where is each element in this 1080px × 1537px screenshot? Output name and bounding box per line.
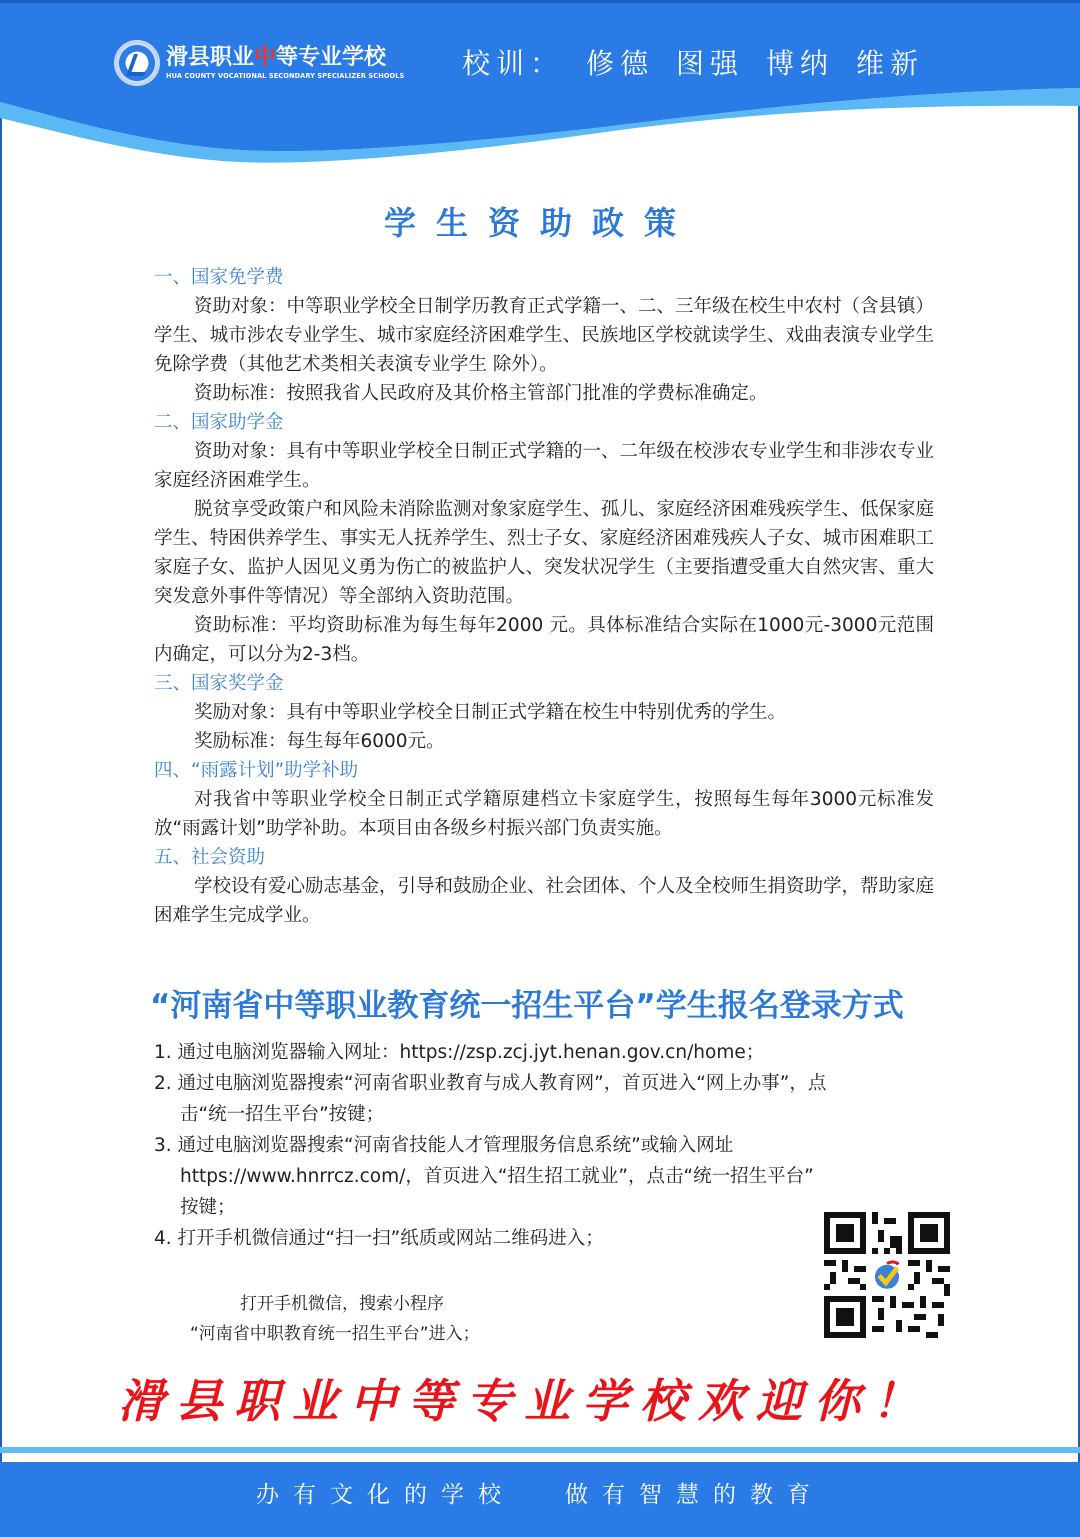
school-name-en: HUA COUNTY VOCATIONAL SECONDARY SPECIALIZER SCHOOLS (166, 72, 405, 80)
paragraph: 奖励标准：每生每年6000元。 (194, 731, 445, 752)
school-logo (114, 40, 404, 86)
section-heading: 一、国家免学费 (154, 267, 284, 288)
motto-word: 维新 (856, 47, 925, 80)
section-national-grant (154, 408, 934, 669)
paragraph: 脱贫享受政策户和风险未消除监测对象家庭学生、孤儿、家庭经济困难残疾学生、低保家庭学生、特困供养学生、事实无人抚养学生、烈士子女、家庭经济困难残疾人子女、城市困难职工家庭子女、监护人因见义勇为伤亡的被监护人、突发状况学生（主要指遭受重大自然灾害、重大突发意外事件等情况）等全部纳入资助范围。 (154, 499, 935, 607)
paragraph: 学校设有爱心励志基金，引导和鼓励企业、社会团体、个人及全校师生捐资助学，帮助家庭困难学生完成学业。 (154, 876, 935, 926)
registration-title: “河南省中等职业教育统一招生平台”学生报名登录方式 (150, 988, 904, 1024)
section-heading: 四、“雨露计划”助学补助 (154, 760, 359, 781)
footer-slogan (0, 1476, 1080, 1509)
paragraph: 资助标准：按照我省人民政府及其价格主管部门批准的学费标准确定。 (194, 383, 768, 404)
step-1: 1. 通过电脑浏览器输入网址：https://zsp.zcj.jyt.henan.gov.cn/home； (154, 1042, 765, 1063)
footer-slogan-right: 做有智慧的教育 (565, 1482, 824, 1508)
footer-slogan-left: 办有文化的学校 (256, 1482, 515, 1508)
paragraph: 资助对象：具有中等职业学校全日制正式学籍的一、二年级在校涉农专业学生和非涉农专业家庭经济困难学生。 (154, 441, 935, 491)
section-yulu-plan (154, 756, 934, 843)
mini-program-instructions: 打开手机微信，搜索小程序 “河南省中职教育统一招生平台”进入； (190, 1294, 480, 1344)
header-banner (0, 0, 1080, 170)
section-heading: 三、国家奖学金 (154, 673, 284, 694)
paragraph: 奖励对象：具有中等职业学校全日制正式学籍在校生中特别优秀的学生。 (194, 702, 787, 723)
paragraph: 资助对象：中等职业学校全日制学历教育正式学籍一、二、三年级在校生中农村（含县镇）学生、城市涉农专业学生、城市家庭经济困难学生、民族地区学校就读学生、戏曲表演专业学生免除学费（其他艺术类相关表演专业学生 除外）。 (154, 296, 935, 375)
paragraph: 资助标准：平均资助标准为每生每年2000 元。具体标准结合实际在1000元-3000元范围内确定，可以分为2-3档。 (154, 615, 934, 665)
step-4: 4. 打开手机微信通过“扫一扫”纸质或网站二维码进入； (154, 1228, 604, 1249)
qr-code-icon[interactable] (824, 1212, 950, 1338)
motto-label: 校训： (462, 47, 565, 80)
step-2: 2. 通过电脑浏览器搜索“河南省职业教育与成人教育网”，首页进入“网上办事”，点 击“统一招生平台”按键； (154, 1073, 827, 1125)
policy-content (154, 263, 934, 930)
footer-accent-stripe (0, 1447, 1080, 1453)
motto-word: 修德 (586, 47, 655, 80)
section-free-tuition (154, 263, 934, 408)
step-3: 3. 通过电脑浏览器搜索“河南省技能人才管理服务信息系统”或输入网址 https://www.hnrrcz.com/，首页进入“招生招工就业”，点击“统一招生平台” 按键； (154, 1135, 814, 1218)
section-heading: 五、社会资助 (154, 847, 266, 868)
motto-word: 图强 (676, 47, 745, 80)
section-social-aid (154, 843, 934, 930)
section-national-scholarship (154, 669, 934, 756)
section-heading: 二、国家助学金 (154, 412, 284, 433)
school-name-cn: 滑县职业中等专业学校 (166, 45, 387, 70)
welcome-slogan: 滑县职业中等专业学校欢迎你！ (118, 1374, 930, 1428)
school-motto (462, 42, 946, 82)
page-title: 学生资助政策 (383, 204, 696, 242)
paragraph: 对我省中等职业学校全日制正式学籍原建档立卡家庭学生，按照每生每年3000元标准发放“雨露计划”助学补助。本项目由各级乡村振兴部门负责实施。 (154, 789, 934, 839)
motto-word: 博纳 (766, 47, 835, 80)
school-emblem-icon (114, 40, 160, 86)
